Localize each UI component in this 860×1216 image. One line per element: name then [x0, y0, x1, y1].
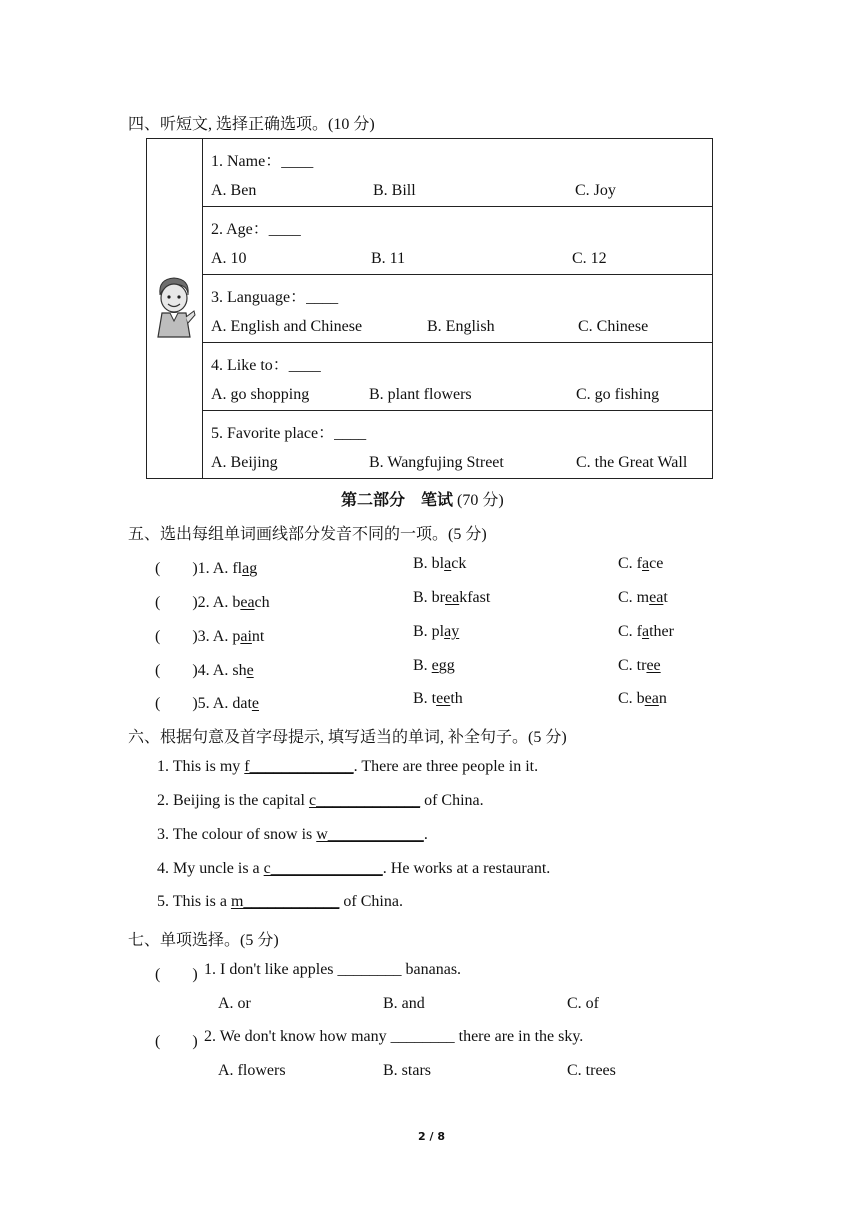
answer-paren[interactable]: ( ) [155, 1033, 198, 1050]
word-part: fl [232, 560, 243, 577]
option-a: A. 10 [211, 250, 247, 267]
listening-table [146, 138, 713, 479]
question-text: 4. Like to：____ [211, 357, 321, 374]
word-part: t [663, 589, 668, 606]
phonics-item [155, 657, 254, 680]
phonics-item [155, 555, 257, 578]
fill-sentence [157, 758, 538, 776]
phonics-item [155, 623, 264, 646]
question-text: 3. Language：____ [211, 289, 339, 306]
underlined-letters: ea [445, 589, 460, 606]
question-text: 5. Favorite place：____ [211, 425, 367, 442]
word-part: ch [254, 594, 270, 611]
word-part: ce [649, 555, 664, 572]
section7-title: 七、单项选择。(5 分) [128, 932, 279, 949]
underlined-letters: a [444, 555, 452, 572]
option-b: B. 11 [371, 250, 406, 267]
option-b [413, 690, 463, 708]
answer-blank[interactable]: f_____________ [244, 758, 354, 775]
word-part: C. f [618, 555, 642, 572]
option-a: A. Ben [211, 182, 257, 199]
word-part: th [450, 690, 463, 707]
word-part: b [232, 594, 241, 611]
underlined-letters: ea [644, 690, 659, 707]
sentence-text: 4. My uncle is a [157, 860, 264, 877]
underlined-letters: ea [240, 594, 255, 611]
underlined-letters: ai [240, 628, 252, 645]
answer-blank[interactable]: w____________ [316, 826, 424, 843]
section5-title: 五、选出每组单词画线部分发音不同的一项。(5 分) [128, 526, 487, 543]
word-part: B. br [413, 589, 445, 606]
underlined-letters: e [246, 662, 254, 679]
word-part: C. tr [618, 657, 647, 674]
option-b: B. Wangfujing Street [369, 454, 504, 471]
option-a: A. Beijing [211, 454, 278, 471]
question-row [203, 207, 713, 275]
option-b [413, 589, 490, 607]
item-number: 3. A. [197, 628, 233, 645]
fill-sentence [157, 792, 484, 810]
sentence-text: 2. Beijing is the capital [157, 792, 309, 809]
option-a: A. flowers [218, 1062, 286, 1079]
answer-blank[interactable]: c_____________ [308, 792, 421, 809]
item-number: 5. A. [197, 695, 233, 712]
part2-score: (70 分) [457, 492, 504, 509]
word-part: gg [438, 657, 455, 674]
sentence-text: 3. The colour of snow is [157, 826, 317, 843]
sentence-text: 5. This is a [157, 893, 231, 910]
word-part: ther [649, 623, 674, 640]
option-c: C. Joy [575, 182, 616, 199]
answer-paren[interactable]: ( ) [155, 560, 198, 577]
underlined-letters: ee [646, 657, 661, 674]
option-b [413, 555, 466, 573]
underlined-letters: a [242, 560, 250, 577]
underlined-letters: e [431, 657, 439, 674]
sentence-text: . He works at a restaurant. [382, 860, 551, 877]
part2-heading [341, 487, 504, 510]
question-text: 1. I don't like apples ________ bananas. [204, 961, 462, 978]
option-c [618, 657, 661, 675]
word-part: ck [451, 555, 467, 572]
word-part: B. [413, 657, 432, 674]
option-c: C. trees [567, 1062, 616, 1079]
word-part: nt [251, 628, 265, 645]
word-part: B. bl [413, 555, 445, 572]
option-b: B. stars [383, 1062, 431, 1079]
option-b: B. Bill [373, 182, 416, 199]
word-part: n [658, 690, 667, 707]
word-part: C. m [618, 589, 650, 606]
item-number: 1. A. [197, 560, 233, 577]
character-cell [147, 139, 203, 479]
phonics-item [155, 690, 259, 713]
option-c: C. go fishing [576, 386, 660, 403]
option-c [618, 690, 667, 708]
boy-avatar-icon [150, 273, 198, 343]
underlined-letters: ee [436, 690, 451, 707]
option-a: A. or [218, 995, 251, 1012]
option-c: C. Chinese [578, 318, 649, 335]
word-part: kfast [459, 589, 491, 606]
page-number: 2 / 8 [418, 1130, 445, 1143]
question-row [203, 139, 713, 207]
option-b: B. and [383, 995, 425, 1012]
answer-paren[interactable]: ( ) [155, 628, 198, 645]
word-part: dat [232, 695, 252, 712]
word-part: p [232, 628, 241, 645]
underlined-letters: a [642, 623, 650, 640]
option-c: C. 12 [572, 250, 607, 267]
underlined-letters: ea [649, 589, 664, 606]
sentence-text: of China. [420, 792, 484, 809]
fill-sentence [157, 860, 550, 878]
answer-blank[interactable]: m____________ [230, 893, 340, 910]
option-c [618, 555, 663, 573]
option-a: A. go shopping [211, 386, 310, 403]
option-c: C. of [567, 995, 599, 1012]
option-c: C. the Great Wall [576, 454, 688, 471]
part2-title: 第二部分 笔试 [341, 490, 454, 509]
option-c [618, 623, 674, 641]
word-part: g [249, 560, 258, 577]
answer-blank[interactable]: c______________ [263, 860, 383, 877]
word-part: sh [232, 662, 247, 679]
answer-paren[interactable]: ( ) [155, 594, 198, 611]
item-number: 4. A. [197, 662, 233, 679]
sentence-text: . [423, 826, 428, 843]
section6-title: 六、根据句意及首字母提示, 填写适当的单词, 补全句子。(5 分) [128, 729, 567, 746]
question-row [203, 275, 713, 343]
item-number: 2. A. [197, 594, 233, 611]
option-b [413, 623, 459, 641]
fill-sentence [157, 826, 428, 844]
fill-sentence [157, 893, 403, 911]
option-b: B. plant flowers [369, 386, 472, 403]
section4-title: 四、听短文, 选择正确选项。(10 分) [128, 116, 375, 133]
question-row [203, 411, 713, 479]
answer-paren[interactable]: ( ) [155, 695, 198, 712]
question-text: 2. We don't know how many ________ there are in the sky. [204, 1028, 584, 1045]
underlined-letters: e [251, 695, 259, 712]
sentence-text: 1. This is my [157, 758, 245, 775]
question-text: 1. Name：____ [211, 153, 314, 170]
underlined-letters: a [642, 555, 650, 572]
option-b: B. English [427, 318, 495, 335]
sentence-text: of China. [339, 893, 403, 910]
option-c [618, 589, 668, 607]
underlined-letters: ay [444, 623, 460, 640]
word-part: B. t [413, 690, 437, 707]
word-part: C. f [618, 623, 642, 640]
answer-paren[interactable]: ( ) [155, 966, 198, 983]
word-part: B. pl [413, 623, 445, 640]
question-row [203, 343, 713, 411]
option-a: A. English and Chinese [211, 318, 363, 335]
word-part: C. b [618, 690, 645, 707]
answer-paren[interactable]: ( ) [155, 662, 198, 679]
question-text: 2. Age：____ [211, 221, 301, 238]
phonics-item [155, 589, 270, 612]
sentence-text: . There are three people in it. [353, 758, 539, 775]
option-b [413, 657, 455, 675]
